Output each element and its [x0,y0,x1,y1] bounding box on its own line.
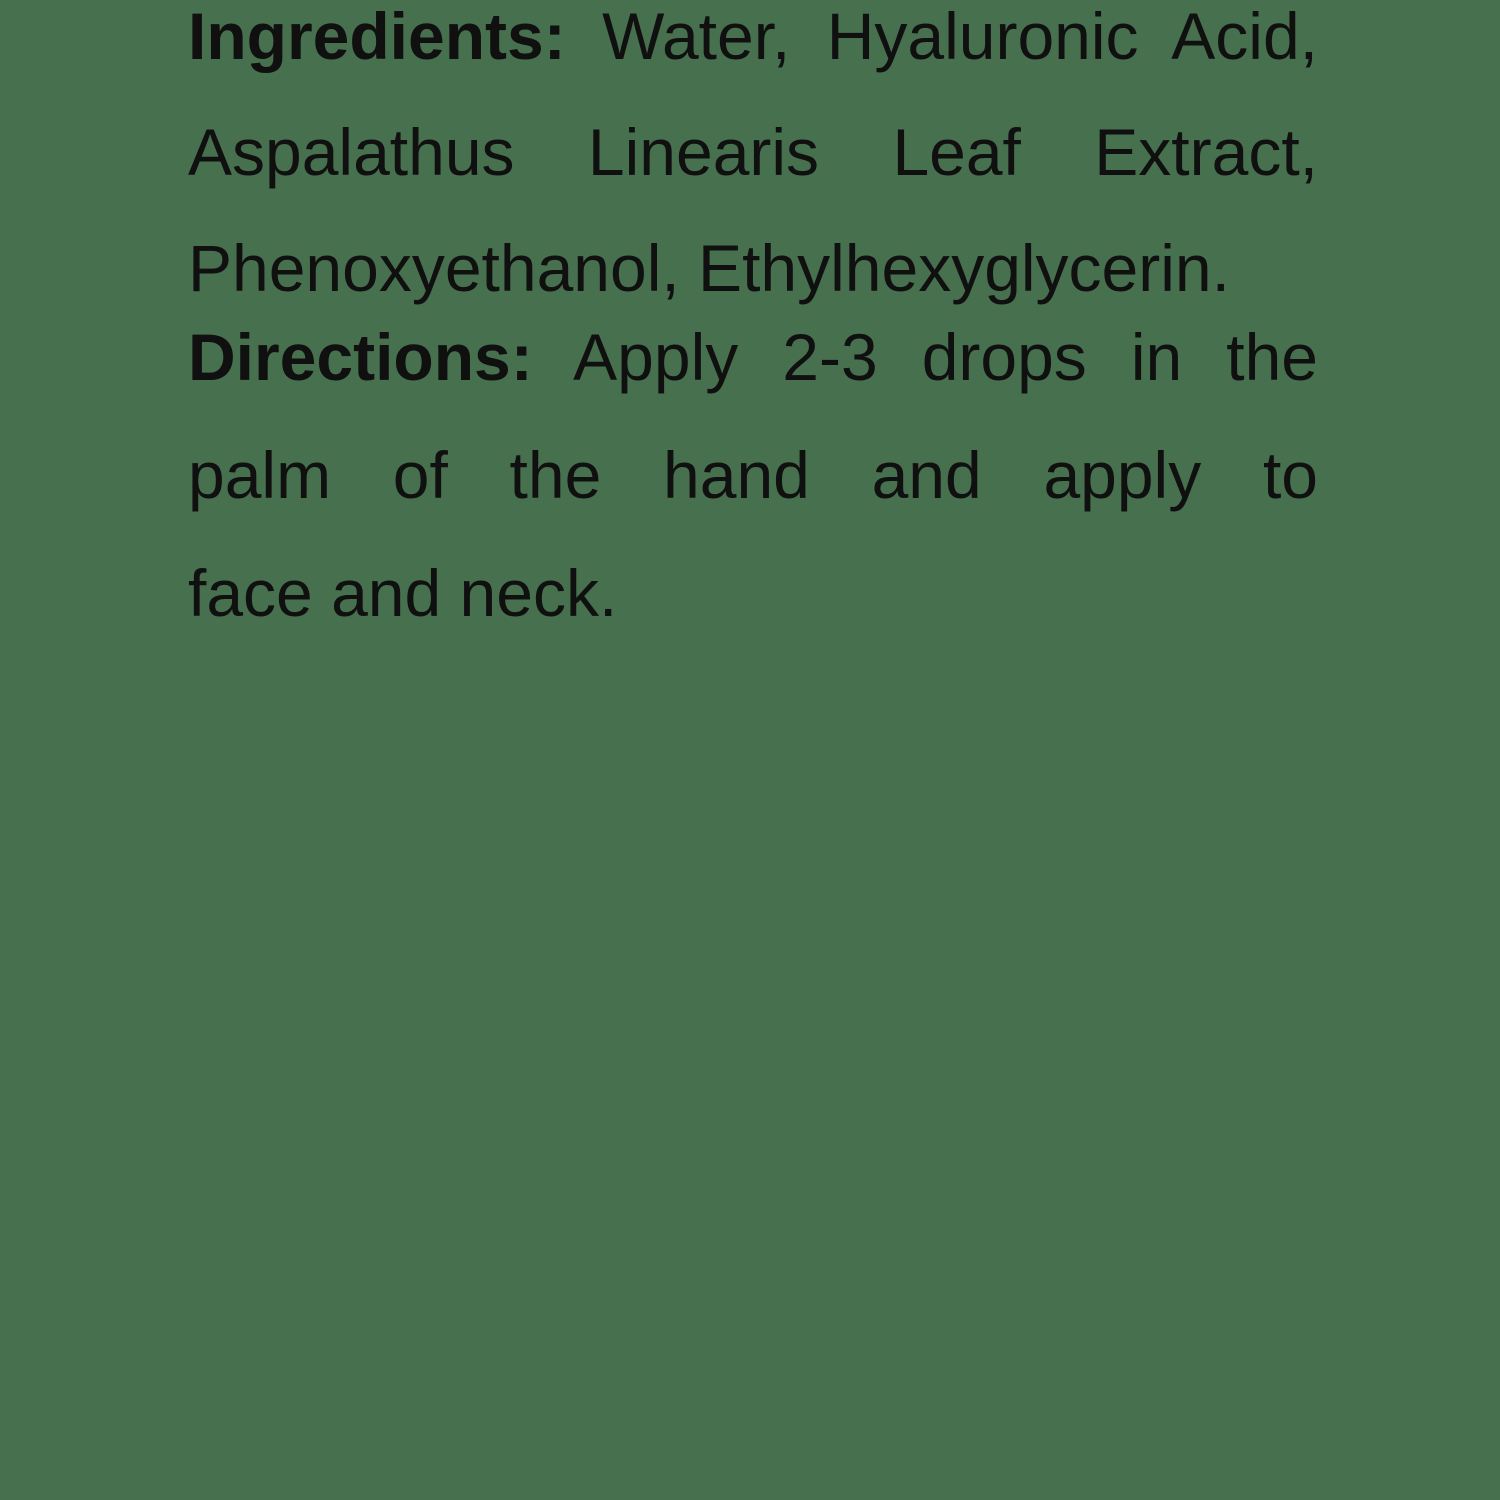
directions-paragraph [188,298,1318,652]
directions-line-3: face and neck. [188,556,618,630]
ingredients-line-2: Aspalathus Linearis Leaf Extract, [188,115,1318,189]
ingredients-line-3: Phenoxyethanol, Ethylhexyglycerin. [188,231,1230,305]
ingredients-paragraph [188,0,1318,326]
directions-heading: Directions: [188,320,533,394]
ingredients-line-1-text: Water, Hyaluronic Acid, [602,0,1318,73]
ingredients-heading: Ingredients: [188,0,566,73]
label-text-block [188,0,1318,652]
directions-line-2: palm of the hand and apply to [188,438,1318,512]
ingredients-line-1 [188,0,1318,94]
directions-line-1-text: Apply 2-3 drops in the [573,320,1318,394]
directions-line-1 [188,298,1318,416]
